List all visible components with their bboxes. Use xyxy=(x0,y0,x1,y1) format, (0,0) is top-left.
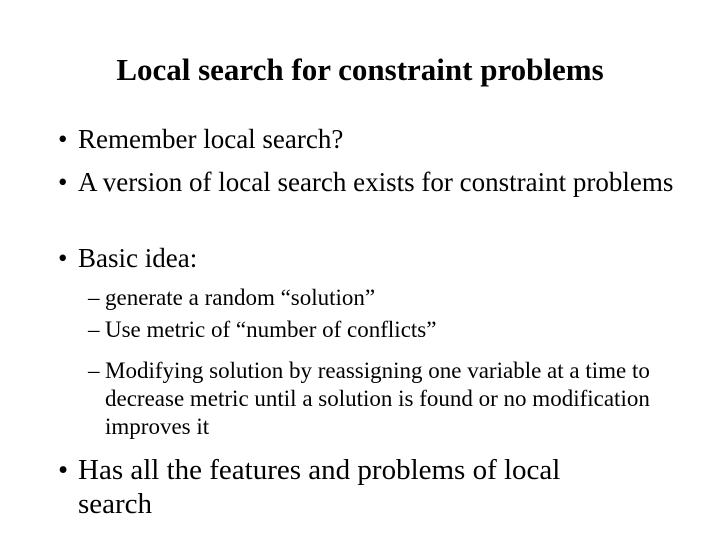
sub-bullet-item xyxy=(88,284,678,312)
bullet-text: A version of local search exists for constraint problems xyxy=(78,167,674,197)
sub-bullet-marker: – xyxy=(88,358,100,383)
bullet-text: Remember local search? xyxy=(78,124,344,154)
sub-bullet-text: Use metric of “number of conflicts” xyxy=(105,317,437,342)
slide-title: Local search for constraint problems xyxy=(116,52,604,87)
bullet-marker: • xyxy=(58,124,68,154)
bullet-item xyxy=(58,167,678,198)
bullet-marker: • xyxy=(58,454,69,486)
sub-bullet-item xyxy=(88,316,678,344)
bullet-item xyxy=(58,243,698,274)
sub-bullet-text: generate a random “solution” xyxy=(105,285,376,310)
bullet-item xyxy=(58,453,638,521)
bullet-item xyxy=(58,124,698,155)
bullet-text: Basic idea: xyxy=(78,243,198,273)
bullet-marker: • xyxy=(58,243,68,273)
bullet-text: Has all the features and problems of local search xyxy=(78,454,561,520)
bullet-marker: • xyxy=(58,167,68,197)
sub-bullet-marker: – xyxy=(88,285,100,310)
sub-bullet-text: Modifying solution by reassigning one variable at a time to decrease metric until a solution is found or no modification improves it xyxy=(105,358,650,439)
sub-bullet-item xyxy=(88,357,678,441)
sub-bullet-marker: – xyxy=(88,317,100,342)
